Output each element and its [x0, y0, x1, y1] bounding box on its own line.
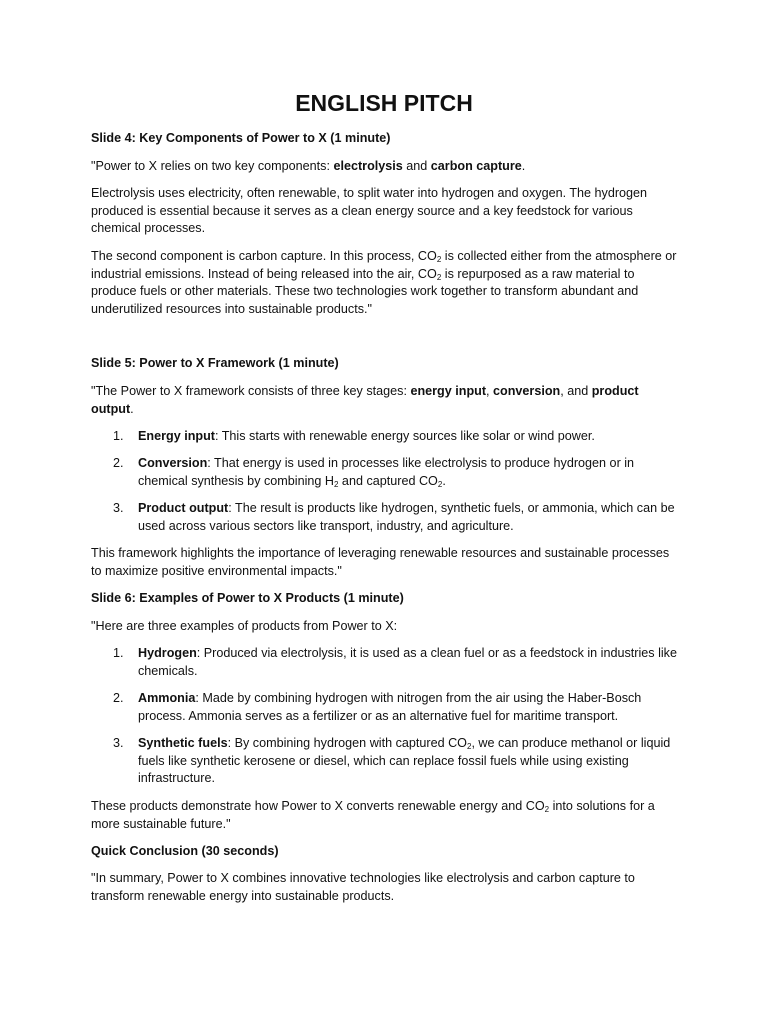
- slide4-intro: "Power to X relies on two key components: electrolysis and carbon capture.: [91, 159, 526, 173]
- list-text: Product output: The result is products like hydrogen, synthetic fuels, or ammonia, which can be used across various sectors like transport, industry, and agriculture.: [138, 501, 675, 533]
- list-number: 2.: [113, 691, 124, 705]
- conclusion-text: "In summary, Power to X combines innovative technologies like electrolysis and carbon capture to transform renewable energy into sustainable products.: [91, 871, 635, 903]
- list-number: 3.: [113, 501, 124, 515]
- slide6-intro: "Here are three examples of products from Power to X:: [91, 619, 398, 633]
- slide6-closing: These products demonstrate how Power to X converts renewable energy and $CO_2$ into solutions for a more sustainable future.": [91, 799, 655, 831]
- slide6-heading: Slide 6: Examples of Power to X Products (1 minute): [91, 591, 404, 605]
- slide4-paragraph-electrolysis: Electrolysis uses electricity, often renewable, to split water into hydrogen and oxygen. The hydrogen produced is essential because it serves as a clean energy source and a key feedstock for various chemical processes.: [91, 186, 648, 235]
- list-number: 1.: [113, 429, 124, 443]
- slide4-paragraph-carbon-capture: The second component is carbon capture. In this process, $CO_2$ is collected either from the atmosphere or industrial emissions. Instead of being released into the air, $CO_2$ is repurposed as a raw material to produce fuels or other materials. These two technologies work together to transform abundant and underutilized resources into sustainable products.": [91, 249, 677, 316]
- list-number: 2.: [113, 456, 124, 470]
- list-text: Hydrogen: Produced via electrolysis, it is used as a clean fuel or as a feedstock in industries like chemicals.: [138, 646, 677, 678]
- list-text: Ammonia: Made by combining hydrogen with nitrogen from the air using the Haber-Bosch process. Ammonia serves as a fertilizer or as an alternative fuel for maritime transport.: [138, 691, 642, 723]
- slide5-closing: This framework highlights the importance of leveraging renewable resources and sustainable processes to maximize positive environmental impacts.": [91, 546, 670, 578]
- list-text: Energy input: This starts with renewable energy sources like solar or wind power.: [138, 429, 595, 443]
- slide5-heading: Slide 5: Power to X Framework (1 minute): [91, 356, 339, 370]
- list-text: Synthetic fuels: By combining hydrogen with captured $CO_2$, we can produce methanol or liquid fuels like synthetic kerosene or diesel, which can replace fossil fuels while using existing infrastructure.: [138, 736, 671, 785]
- slide5-intro: "The Power to X framework consists of three key stages: energy input, conversion, and product output.: [91, 384, 639, 416]
- slide4-heading: Slide 4: Key Components of Power to X (1 minute): [91, 131, 391, 145]
- list-number: 1.: [113, 646, 124, 660]
- conclusion-heading: Quick Conclusion (30 seconds): [91, 844, 279, 858]
- page-title: ENGLISH PITCH: [295, 90, 473, 116]
- list-text: Conversion: That energy is used in processes like electrolysis to produce hydrogen or in chemical synthesis by combining $H_2$ and captured $CO_2$.: [138, 456, 635, 489]
- list-number: 3.: [113, 736, 124, 750]
